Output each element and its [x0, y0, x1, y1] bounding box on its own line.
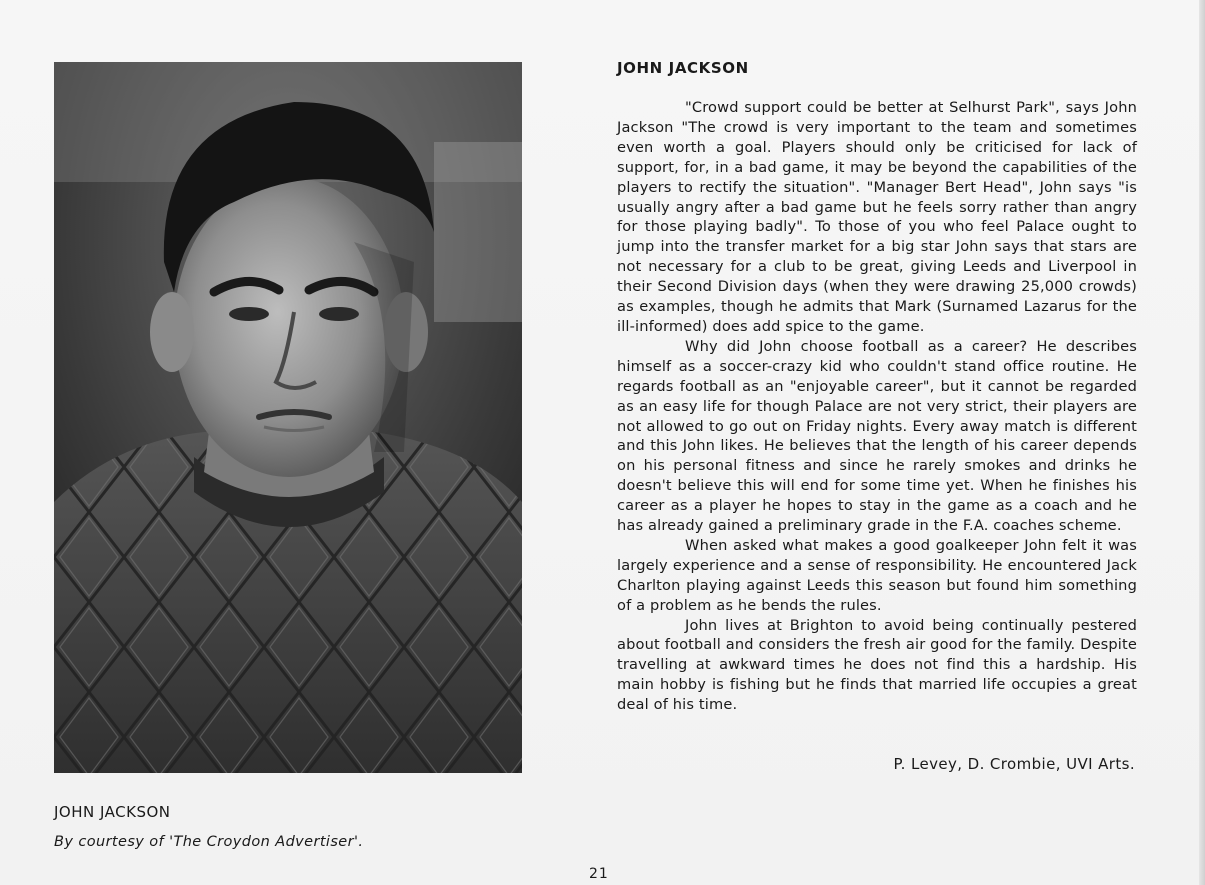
article-body: [617, 98, 1137, 715]
article-paragraph: When asked what makes a good goalkeeper John felt it was largely experience and a sense of responsibility. He encountered Jack Charlton playing against Leeds this season but found him something of a problem as he bends the rules.: [617, 536, 1137, 614]
portrait-icon: [54, 62, 522, 773]
player-portrait-photo: [54, 62, 522, 773]
photo-caption-name: JOHN JACKSON: [54, 803, 171, 821]
article-paragraph: John lives at Brighton to avoid being continually pestered about football and considers the fresh air good for the family. Despite travelling at awkward times he does not find this a hardship. His main hobby is fishing but he finds that married life occupies a great deal of his time.: [617, 616, 1137, 714]
article-byline: P. Levey, D. Crombie, UVI Arts.: [893, 755, 1135, 773]
photo-caption-credit: By courtesy of 'The Croydon Advertiser'.: [54, 834, 364, 850]
page-edge: [1199, 0, 1205, 885]
article-paragraph: "Crowd support could be better at Selhurst Park", says John Jackson "The crowd is very important to the team and sometimes even worth a goal. Players should only be criticised for lack of support, for, in a bad game, it may be beyond the capabilities of the players to rectify the situation". "Manager Bert Head", John says "is usually angry after a bad game but he feels sorry rather than angry for those playing badly". To those of you who feel Palace ought to jump into the transfer market for a big star John says that stars are not necessary for a club to be great, giving Leeds and Liverpool in their Second Division days (when they were drawing 25,000 crowds) as examples, though he admits that Mark (Surnamed Lazarus for the ill-informed) does add spice to the game.: [617, 99, 1137, 335]
article-title: JOHN JACKSON: [617, 59, 749, 77]
article-paragraph: Why did John choose football as a career? He describes himself as a soccer-crazy kid who couldn't stand office routine. He regards football as an "enjoyable career", but it cannot be regarded as an easy life for though Palace are not very strict, their players are not allowed to go out on Friday nights. Every away match is different and this John likes. He believes that the length of his career depends on his personal fitness and since he rarely smokes and drinks he doesn't believe this will end for some time yet. When he finishes his career as a player he hopes to stay in the game as a coach and he has already gained a preliminary grade in the F.A. coaches scheme.: [617, 337, 1137, 535]
page-number: 21: [589, 866, 609, 882]
